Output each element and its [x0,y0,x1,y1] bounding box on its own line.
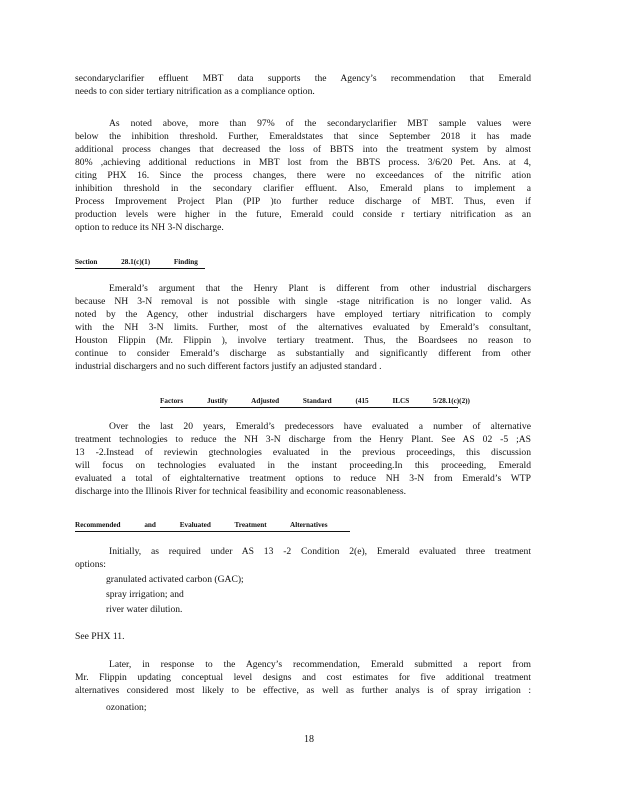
paragraph-as-noted [75,117,531,234]
initial-options-list [90,572,390,617]
citation-see-phx [75,630,531,643]
heading-word: Treatment [234,521,267,529]
list-item-text: granulated activated carbon (GAC); [106,574,244,585]
list-item [90,587,390,602]
text-line: citing PHX 16. Since the process changes, there were no exceedances of the nitrific ation [75,170,531,181]
text-line: will focus on technologies evaluated in the instant proceeding.In this proceeding, Emerald [75,460,531,471]
heading-word: ILCS [392,397,410,405]
text-line: Later, in response to the Agency’s recommendation, Emerald submitted a report from [109,659,531,670]
later-options-list [90,700,390,715]
text-line: inhibition threshold in the secondary clarifier effluent. Also, Emerald plans to implement a [75,183,531,194]
paragraph-argument [75,282,531,373]
heading-word: 28.1(c)(1) [121,258,151,266]
text-line: option to reduce its NH 3-N discharge. [75,222,224,233]
list-item-text: spray irrigation; and [106,589,184,600]
text-line: production levels were higher in the future, Emerald could conside r tertiary nitrification as an [75,209,531,220]
heading-word: Recommended [75,521,121,529]
text-line: options: [75,559,106,570]
text-line: Process Improvement Project Plan (PIP )to further reduce discharge of MBT. Thus, even if [75,196,531,207]
text-line: treatment technologies to reduce the NH 3-N discharge from the Henry Plant. See AS 02 -5 ;AS [75,434,531,445]
text-line: See PHX 11. [75,631,125,642]
text-line: Emerald’s argument that the Henry Plant is different from other industrial dischargers [109,283,531,294]
text-line: needs to con sider tertiary nitrification as a compliance option. [75,86,315,97]
heading-word: Finding [173,258,198,266]
list-item-text: ozonation; [106,702,147,713]
text-line: 13 -2.Instead of reviewin gtechnologies evaluated in the previous proceedings, this discussion [75,447,531,458]
text-line: secondaryclarifier effluent MBT data supports the Agency’s recommendation that Emerald [75,73,531,84]
text-line: Houston Flippin (Mr. Flippin ), involve tertiary treatment. Thus, the Boardsees no reason to [75,335,531,346]
text-line: alternatives considered most likely to be effective, as well as further analys is of spray irrigation : [75,685,531,696]
text-line: because NH 3-N removal is not possible with single -stage nitrification is no longer valid. As [75,296,531,307]
page-number: 18 [304,734,314,745]
list-item-text: river water dilution. [106,604,183,615]
text-line: evaluated a total of eightalternative treatment options to reduce NH 3-N from Emerald’s WTP [75,473,531,484]
text-line: As noted above, more than 97% of the secondaryclarifier MBT sample values were [109,118,531,129]
heading-word: (415 [355,397,369,405]
text-line: Initially, as required under AS 13 -2 Condition 2(e), Emerald evaluated three treatment [109,546,531,557]
text-line: additional process changes that decreased the loss of BBTS into the treatment system by almost [75,144,531,155]
section-heading-finding [75,257,205,269]
heading-word: Standard [302,397,332,405]
list-item [90,572,390,587]
text-line: industrial dischargers and no such different factors justify an adjusted standard . [75,361,382,372]
text-line: below the inhibition threshold. Further, Emeraldstates that since September 2018 it has made [75,131,531,142]
heading-word: Section [75,258,98,266]
text-line: Mr. Flippin updating conceptual level designs and cost estimates for five additional treatment [75,672,531,683]
heading-word: Adjusted [251,397,280,405]
list-item [90,700,390,715]
heading-word: Factors [160,397,184,405]
heading-word: Justify [206,397,228,405]
paragraph-intro [75,72,531,98]
text-line: with the NH 3-N limits. Further, most of the alternatives evaluated by Emerald’s consultant, [75,322,531,333]
text-line: Over the last 20 years, Emerald’s predecessors have evaluated a number of alternative [109,421,531,432]
paragraph-over-20-years [75,420,531,498]
list-item [90,602,390,617]
section-heading-factors [160,396,470,408]
heading-word: Alternatives [290,521,328,529]
heading-word: and [144,521,156,529]
heading-word: Evaluated [179,521,211,529]
text-line: continue to consider Emerald’s discharge as substantially and significantly different from other [75,348,531,359]
heading-word: 5/28.1(c)(2)) [433,397,470,405]
paragraph-initially [75,545,531,571]
section-heading-alternatives [75,520,350,532]
text-line: discharge into the Illinois River for technical feasibility and economic reasonableness. [75,486,406,497]
paragraph-later [75,658,531,697]
text-line: 80% ,achieving additional reductions in MBT lost from the BBTS process. 3/6/20 Pet. Ans. at 4, [75,157,531,168]
text-line: noted by the Agency, other industrial dischargers have employed tertiary nitrification to comply [75,309,531,320]
